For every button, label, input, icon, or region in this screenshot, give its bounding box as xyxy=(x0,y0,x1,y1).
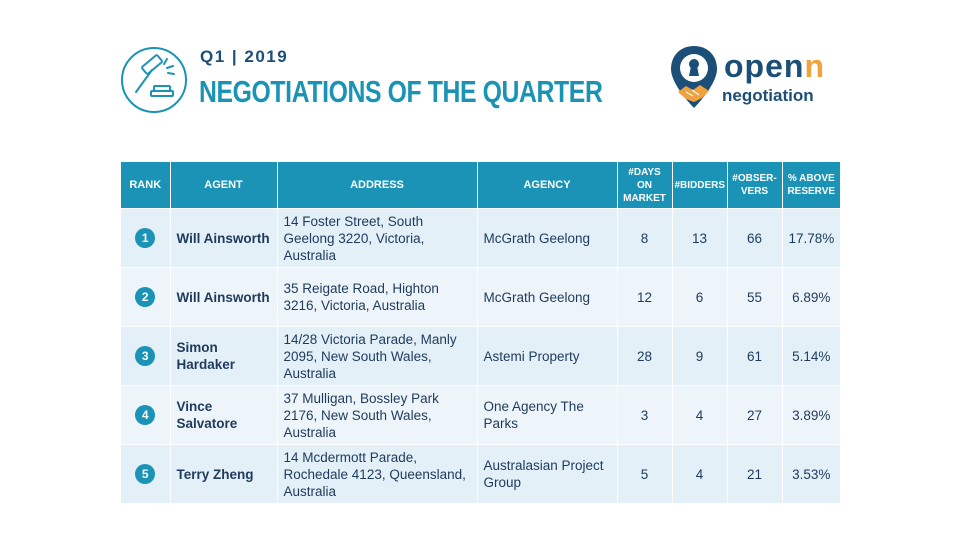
observers-cell: 66 xyxy=(727,209,782,268)
rank-badge: 1 xyxy=(135,228,155,248)
table-row xyxy=(121,327,840,386)
agent-cell: Terry Zheng xyxy=(170,445,277,504)
agency-cell: McGrath Geelong xyxy=(477,209,617,268)
address-cell: 14/28 Victoria Parade, Manly 2095, New South Wales, Australia xyxy=(277,327,477,386)
days-cell: 5 xyxy=(617,445,672,504)
observers-cell: 55 xyxy=(727,268,782,327)
logo-tagline: negotiation xyxy=(722,86,814,105)
rank-badge: 5 xyxy=(135,464,155,484)
address-cell: 14 Mcdermott Parade, Rochedale 4123, Queensland, Australia xyxy=(277,445,477,504)
header-bidders: #BIDDERS xyxy=(672,162,727,209)
above-reserve-cell: 6.89% xyxy=(782,268,840,327)
address-cell: 35 Reigate Road, Highton 3216, Victoria, Australia xyxy=(277,268,477,327)
days-cell: 8 xyxy=(617,209,672,268)
negotiations-table xyxy=(121,162,840,503)
header-days-on-market: #DAYS ON MARKET xyxy=(617,162,672,209)
agent-cell: Will Ainsworth xyxy=(170,268,277,327)
rank-badge: 4 xyxy=(135,405,155,425)
logo-wordmark: openn xyxy=(724,48,825,84)
table-row xyxy=(121,209,840,268)
header-observers: #OBSER- VERS xyxy=(727,162,782,209)
agent-cell: Will Ainsworth xyxy=(170,209,277,268)
address-cell: 37 Mulligan, Bossley Park 2176, New South Wales, Australia xyxy=(277,386,477,445)
table-row xyxy=(121,445,840,504)
agency-cell: Australasian Project Group xyxy=(477,445,617,504)
bidders-cell: 13 xyxy=(672,209,727,268)
header-address: ADDRESS xyxy=(277,162,477,209)
header-rank: RANK xyxy=(121,162,170,209)
bidders-cell: 9 xyxy=(672,327,727,386)
table-header-row xyxy=(121,162,840,209)
agent-cell: Simon Hardaker xyxy=(170,327,277,386)
observers-cell: 27 xyxy=(727,386,782,445)
header-agency: AGENCY xyxy=(477,162,617,209)
above-reserve-cell: 17.78% xyxy=(782,209,840,268)
above-reserve-cell: 3.53% xyxy=(782,445,840,504)
observers-cell: 61 xyxy=(727,327,782,386)
days-cell: 28 xyxy=(617,327,672,386)
above-reserve-cell: 5.14% xyxy=(782,327,840,386)
header-agent: AGENT xyxy=(170,162,277,209)
brand-logo xyxy=(668,44,848,114)
rank-badge: 2 xyxy=(135,287,155,307)
quarter-subtitle: Q1 | 2019 xyxy=(200,47,289,66)
bidders-cell: 4 xyxy=(672,386,727,445)
rank-badge: 3 xyxy=(135,346,155,366)
bidders-cell: 4 xyxy=(672,445,727,504)
page-title: NEGOTIATIONS OF THE QUARTER xyxy=(199,74,603,109)
agency-cell: One Agency The Parks xyxy=(477,386,617,445)
days-cell: 12 xyxy=(617,268,672,327)
header-above-reserve: % ABOVE RESERVE xyxy=(782,162,840,209)
agent-cell: Vince Salvatore xyxy=(170,386,277,445)
agency-cell: McGrath Geelong xyxy=(477,268,617,327)
address-cell: 14 Foster Street, South Geelong 3220, Victoria, Australia xyxy=(277,209,477,268)
days-cell: 3 xyxy=(617,386,672,445)
above-reserve-cell: 3.89% xyxy=(782,386,840,445)
gavel-icon xyxy=(120,46,188,114)
table-row xyxy=(121,386,840,445)
agency-cell: Astemi Property xyxy=(477,327,617,386)
bidders-cell: 6 xyxy=(672,268,727,327)
keyhole-handshake-icon xyxy=(668,44,720,110)
table-row xyxy=(121,268,840,327)
observers-cell: 21 xyxy=(727,445,782,504)
